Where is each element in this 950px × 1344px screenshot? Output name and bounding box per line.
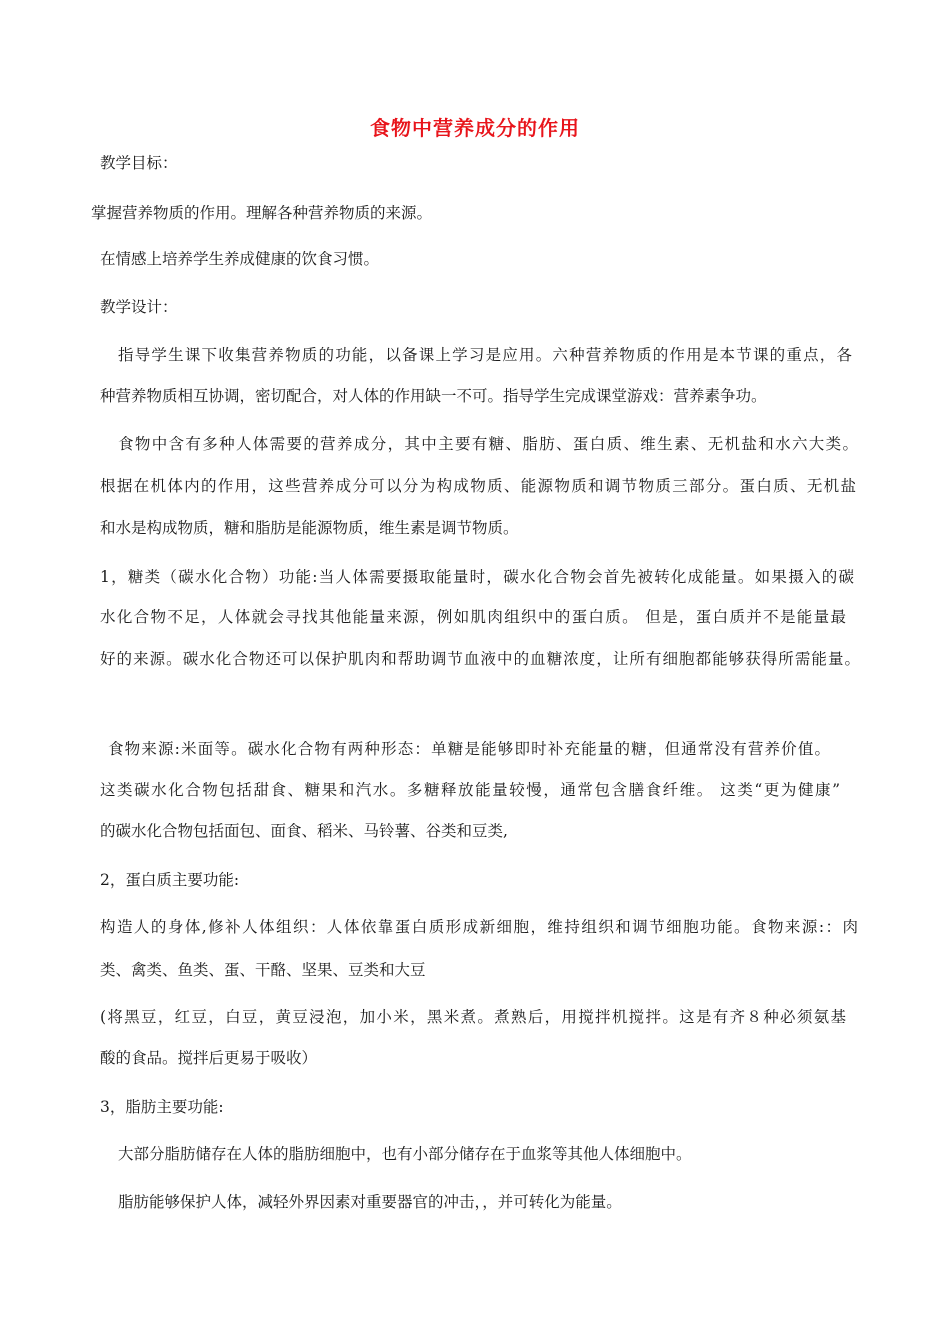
paragraph-line: (将黑豆，红豆，白豆，黄豆浸泡，加小米，黑米煮。煮熟后，用搅拌机搅拌。这是有齐８种必须氨基 [100, 1008, 846, 1026]
paragraph-line: 脂肪能够保护人体，减轻外界因素对重要器官的冲击，，并可转化为能量。 [118, 1193, 622, 1211]
paragraph-line: 指导学生课下收集营养物质的功能，以备课上学习是应用。六种营养物质的作用是本节课的重点，各 [118, 346, 852, 364]
paragraph-line: 好的来源。碳水化合物还可以保护肌肉和帮助调节血液中的血糖浓度，让所有细胞都能够获得所需能量。 [100, 650, 860, 668]
section-heading-design: 教学设计： [100, 298, 178, 316]
paragraph-line: 种营养物质相互协调，密切配合，对人体的作用缺一不可。指导学生完成课堂游戏：营养素争功。 [100, 387, 767, 405]
paragraph-line: 大部分脂肪储存在人体的脂肪细胞中，也有小部分储存在于血浆等其他人体细胞中。 [118, 1145, 692, 1163]
document-title: 食物中营养成分的作用 [370, 116, 580, 140]
paragraph-line: 水化合物不足，人体就会寻找其他能量来源，例如肌肉组织中的蛋白质。 但是，蛋白质并不是能量最 [100, 608, 846, 626]
paragraph-line: 在情感上培养学生养成健康的饮食习惯。 [100, 250, 380, 268]
paragraph-line: 构造人的身体,修补人体组织：人体依靠蛋白质形成新细胞，维持组织和调节细胞功能。食物来源:：肉 [100, 918, 858, 936]
section-heading-fat: 3，脂肪主要功能: [100, 1098, 224, 1116]
section-heading-objectives: 教学目标： [100, 154, 178, 172]
paragraph-line: 1，糖类（碳水化合物）功能:当人体需要摄取能量时，碳水化合物会首先被转化成能量。如果摄入的碳 [100, 568, 854, 586]
paragraph-line: 的碳水化合物包括面包、面食、稻米、马铃薯、谷类和豆类, [100, 822, 508, 840]
paragraph-line: 食物来源:米面等。碳水化合物有两种形态：单糖是能够即时补充能量的糖，但通常没有营养价值。 [108, 740, 830, 758]
paragraph-line: 和水是构成物质，糖和脂肪是能源物质，维生素是调节物质。 [100, 519, 519, 537]
paragraph-line: 酸的食品。搅拌后更易于吸收） [100, 1049, 318, 1067]
paragraph-line: 类、禽类、鱼类、蛋、干酪、坚果、豆类和大豆 [100, 961, 426, 979]
paragraph-line: 掌握营养物质的作用。理解各种营养物质的来源。 [91, 204, 433, 222]
paragraph-line: 这类碳水化合物包括甜食、糖果和汽水。多糖释放能量较慢，通常包含膳食纤维。 这类“更为健康” [100, 781, 840, 799]
paragraph-line: 食物中含有多种人体需要的营养成分，其中主要有糖、脂肪、蛋白质、维生素、无机盐和水六大类。 [118, 435, 858, 453]
section-heading-protein: 2，蛋白质主要功能: [100, 871, 240, 889]
paragraph-line: 根据在机体内的作用，这些营养成分可以分为构成物质、能源物质和调节物质三部分。蛋白质、无机盐 [100, 477, 856, 495]
